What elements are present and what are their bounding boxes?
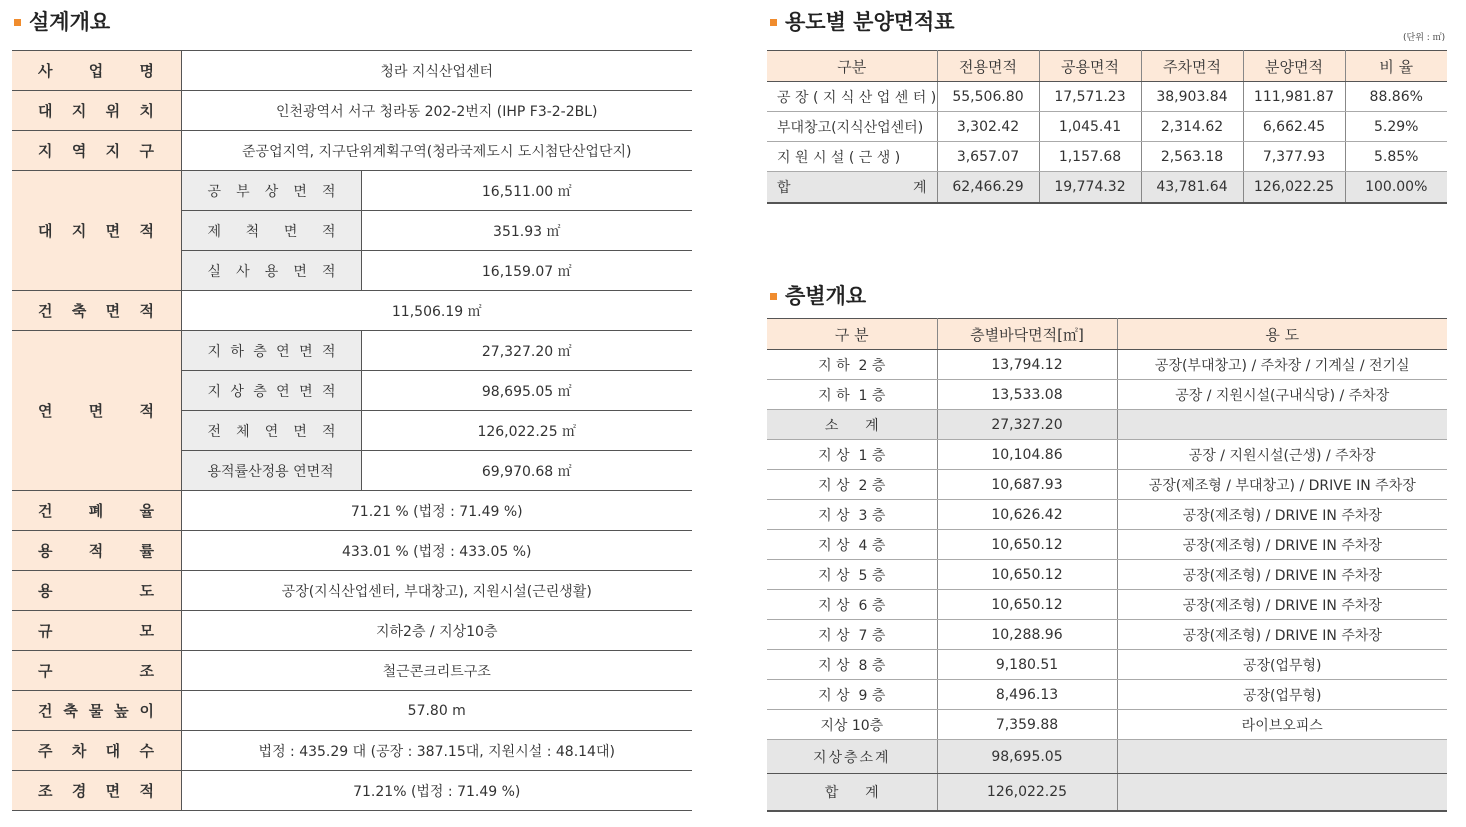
table-cell: 공장(업무형) xyxy=(1117,680,1447,710)
label-text: 대 지 면 적 xyxy=(38,222,154,240)
row-label xyxy=(12,611,181,651)
floor-table xyxy=(767,318,1447,812)
row-label xyxy=(12,571,181,611)
table-header-row xyxy=(767,51,1447,82)
table-cell: 합 계 xyxy=(767,774,937,812)
table-cell: 111,981.87 xyxy=(1243,82,1345,112)
table-row xyxy=(12,651,692,691)
column-header: 전용면적 xyxy=(937,51,1039,82)
sub-label-text: 지 하 층 연 면 적 xyxy=(207,343,336,360)
table-cell: 공장(부대창고) / 주차장 / 기계실 / 전기실 xyxy=(1117,350,1447,380)
table-cell: 공 장 ( 지 식 산 업 센 터 ) xyxy=(767,82,937,112)
row-value: 16,511.00 ㎡ xyxy=(361,171,692,211)
sub-label-text: 제 척 면 적 xyxy=(207,223,336,240)
table-cell: 100.00% xyxy=(1345,172,1447,204)
table-cell: 지 하 2 층 xyxy=(767,350,937,380)
table-row xyxy=(12,91,692,131)
table-row xyxy=(12,131,692,171)
table-row xyxy=(767,650,1447,680)
table-row xyxy=(12,571,692,611)
table-subtotal-row xyxy=(767,740,1447,774)
table-cell: 3,302.42 xyxy=(937,112,1039,142)
table-cell: 5.29% xyxy=(1345,112,1447,142)
row-value: 철근콘크리트구조 xyxy=(181,651,692,691)
label-text: 건 축 면 적 xyxy=(38,302,154,320)
table-row xyxy=(767,142,1447,172)
table-cell: 지 원 시 설 ( 근 생 ) xyxy=(767,142,937,172)
table-row xyxy=(12,611,692,651)
table-cell: 6,662.45 xyxy=(1243,112,1345,142)
design-overview-title-text: 설계개요 xyxy=(29,10,111,34)
area-table-title xyxy=(770,6,955,36)
table-total-row xyxy=(767,172,1447,204)
row-value: 27,327.20 ㎡ xyxy=(361,331,692,371)
table-cell: 지 상 5 층 xyxy=(767,560,937,590)
table-cell: 62,466.29 xyxy=(937,172,1039,204)
table-cell: 126,022.25 xyxy=(937,774,1117,812)
row-label xyxy=(12,171,181,291)
table-row xyxy=(12,691,692,731)
row-label xyxy=(12,131,181,171)
row-value: 351.93 ㎡ xyxy=(361,211,692,251)
table-row xyxy=(767,560,1447,590)
table-cell: 88.86% xyxy=(1345,82,1447,112)
table-cell: 27,327.20 xyxy=(937,410,1117,440)
design-overview-table xyxy=(12,50,692,811)
table-cell: 1,157.68 xyxy=(1039,142,1141,172)
table-row xyxy=(767,350,1447,380)
table-cell: 13,794.12 xyxy=(937,350,1117,380)
table-cell: 공장(업무형) xyxy=(1117,650,1447,680)
table-row xyxy=(767,112,1447,142)
column-header: 주차면적 xyxy=(1141,51,1243,82)
row-value: 인천광역서 서구 청라동 202-2번지 (IHP F3-2-2BL) xyxy=(181,91,692,131)
sub-label-text: 용적률산정용 연면적 xyxy=(207,463,334,480)
table-row xyxy=(767,470,1447,500)
table-cell: 공장 / 지원시설(근생) / 주차장 xyxy=(1117,440,1447,470)
label-text: 용 적 률 xyxy=(38,542,154,560)
sub-label xyxy=(181,411,361,451)
table-row xyxy=(12,771,692,811)
row-label xyxy=(12,91,181,131)
sub-label xyxy=(181,211,361,251)
title-bullet-icon xyxy=(14,19,21,26)
table-row xyxy=(12,531,692,571)
table-cell: 98,695.05 xyxy=(937,740,1117,774)
table-cell: 7,377.93 xyxy=(1243,142,1345,172)
row-label xyxy=(12,331,181,491)
table-row xyxy=(12,331,692,371)
table-row xyxy=(12,171,692,211)
sub-label-text: 실 사 용 면 적 xyxy=(207,263,336,280)
sub-label xyxy=(181,371,361,411)
table-cell: 10,650.12 xyxy=(937,560,1117,590)
total-label-right: 계 xyxy=(912,180,927,196)
table-row xyxy=(12,731,692,771)
column-header: 구 분 xyxy=(767,319,937,350)
table-cell xyxy=(1117,740,1447,774)
row-value: 98,695.05 ㎡ xyxy=(361,371,692,411)
table-row xyxy=(767,500,1447,530)
row-value: 준공업지역, 지구단위계획구역(청라국제도시 도시첨단산업단지) xyxy=(181,131,692,171)
table-cell: 공장(제조형) / DRIVE IN 주차장 xyxy=(1117,530,1447,560)
table-cell: 지 상 8 층 xyxy=(767,650,937,680)
table-cell: 9,180.51 xyxy=(937,650,1117,680)
label-text: 지 역 지 구 xyxy=(38,142,154,160)
table-cell: 부대창고(지식산업센터) xyxy=(767,112,937,142)
table-cell: 2,563.18 xyxy=(1141,142,1243,172)
table-cell: 126,022.25 xyxy=(1243,172,1345,204)
table-cell: 10,288.96 xyxy=(937,620,1117,650)
table-row xyxy=(767,530,1447,560)
label-text: 건 폐 율 xyxy=(38,502,154,520)
column-header: 비 율 xyxy=(1345,51,1447,82)
table-row xyxy=(767,620,1447,650)
unit-label: (단위 : ㎡) xyxy=(1403,33,1446,43)
table-cell: 공장(제조형) / DRIVE IN 주차장 xyxy=(1117,620,1447,650)
row-label xyxy=(12,291,181,331)
table-cell xyxy=(1117,774,1447,812)
row-label xyxy=(12,691,181,731)
row-label xyxy=(12,491,181,531)
table-row xyxy=(12,491,692,531)
table-row xyxy=(767,380,1447,410)
row-value: 청라 지식산업센터 xyxy=(181,51,692,91)
sub-label xyxy=(181,251,361,291)
table-row xyxy=(12,51,692,91)
table-cell: 43,781.64 xyxy=(1141,172,1243,204)
label-text: 규 모 xyxy=(38,622,154,640)
table-cell: 지상층소계 xyxy=(767,740,937,774)
table-header-row xyxy=(767,319,1447,350)
total-label-left: 합 xyxy=(777,180,791,196)
row-value: 126,022.25 ㎡ xyxy=(361,411,692,451)
row-label xyxy=(12,651,181,691)
table-cell: 55,506.80 xyxy=(937,82,1039,112)
label-text: 연 면 적 xyxy=(38,402,154,420)
design-overview-title xyxy=(14,6,110,36)
row-value: 11,506.19 ㎡ xyxy=(181,291,692,331)
table-cell: 19,774.32 xyxy=(1039,172,1141,204)
table-cell: 10,104.86 xyxy=(937,440,1117,470)
title-bullet-icon xyxy=(770,293,777,300)
table-row xyxy=(12,291,692,331)
table-row xyxy=(767,590,1447,620)
floor-table-title-text: 층별개요 xyxy=(785,284,867,308)
row-label xyxy=(12,531,181,571)
table-row xyxy=(767,440,1447,470)
column-header: 층별바닥면적[㎡] xyxy=(937,319,1117,350)
table-cell: 10,650.12 xyxy=(937,590,1117,620)
floor-table-body xyxy=(767,350,1447,740)
table-cell: 1,045.41 xyxy=(1039,112,1141,142)
table-cell: 2,314.62 xyxy=(1141,112,1243,142)
table-cell: 5.85% xyxy=(1345,142,1447,172)
sub-label xyxy=(181,171,361,211)
row-value: 433.01 % (법정 : 433.05 %) xyxy=(181,531,692,571)
table-cell: 10,650.12 xyxy=(937,530,1117,560)
table-cell: 지 하 1 층 xyxy=(767,380,937,410)
table-cell: 지상 10층 xyxy=(767,710,937,740)
row-value: 지하2층 / 지상10층 xyxy=(181,611,692,651)
table-row xyxy=(767,82,1447,112)
title-bullet-icon xyxy=(770,19,777,26)
row-value: 69,970.68 ㎡ xyxy=(361,451,692,491)
table-cell: 13,533.08 xyxy=(937,380,1117,410)
table-cell: 소 계 xyxy=(767,410,937,440)
table-cell: 지 상 9 층 xyxy=(767,680,937,710)
label-text: 조 경 면 적 xyxy=(38,782,154,800)
table-cell: 10,626.42 xyxy=(937,500,1117,530)
table-row xyxy=(767,710,1447,740)
row-value: 16,159.07 ㎡ xyxy=(361,251,692,291)
table-cell: 지 상 7 층 xyxy=(767,620,937,650)
column-header: 구분 xyxy=(767,51,937,82)
table-cell xyxy=(1117,410,1447,440)
column-header: 분양면적 xyxy=(1243,51,1345,82)
table-total-row xyxy=(767,774,1447,812)
table-cell: 지 상 1 층 xyxy=(767,440,937,470)
sub-label xyxy=(181,331,361,371)
table-cell: 10,687.93 xyxy=(937,470,1117,500)
table-cell: 3,657.07 xyxy=(937,142,1039,172)
table-cell: 공장 / 지원시설(구내식당) / 주차장 xyxy=(1117,380,1447,410)
row-value: 법정 : 435.29 대 (공장 : 387.15대, 지원시설 : 48.14대) xyxy=(181,731,692,771)
label-text: 용 도 xyxy=(38,582,154,600)
label-text: 주 차 대 수 xyxy=(38,742,154,760)
table-cell: 공장(제조형 / 부대창고) / DRIVE IN 주차장 xyxy=(1117,470,1447,500)
row-value: 71.21 % (법정 : 71.49 %) xyxy=(181,491,692,531)
area-table xyxy=(767,50,1447,204)
table-cell: 7,359.88 xyxy=(937,710,1117,740)
table-cell: 38,903.84 xyxy=(1141,82,1243,112)
table-row xyxy=(767,680,1447,710)
row-value: 71.21% (법정 : 71.49 %) xyxy=(181,771,692,811)
column-header: 공용면적 xyxy=(1039,51,1141,82)
label-text: 구 조 xyxy=(38,662,154,680)
label-text: 대 지 위 치 xyxy=(38,102,154,120)
sub-label-text: 공 부 상 면 적 xyxy=(207,183,336,200)
table-cell: 지 상 4 층 xyxy=(767,530,937,560)
table-cell: 8,496.13 xyxy=(937,680,1117,710)
row-value: 57.80 m xyxy=(181,691,692,731)
sub-label-text: 전 체 연 면 적 xyxy=(207,423,336,440)
column-header: 용 도 xyxy=(1117,319,1447,350)
row-value: 공장(지식산업센터, 부대창고), 지원시설(근린생활) xyxy=(181,571,692,611)
table-row xyxy=(767,410,1447,440)
table-cell: 지 상 6 층 xyxy=(767,590,937,620)
row-label xyxy=(12,51,181,91)
sub-label xyxy=(181,451,361,491)
table-cell: 17,571.23 xyxy=(1039,82,1141,112)
table-cell: 지 상 2 층 xyxy=(767,470,937,500)
sub-label-text: 지 상 층 연 면 적 xyxy=(207,383,336,400)
label-text: 사 업 명 xyxy=(38,62,154,80)
label-text: 건 축 물 높 이 xyxy=(38,702,154,720)
area-table-title-text: 용도별 분양면적표 xyxy=(785,10,955,34)
table-cell: 지 상 3 층 xyxy=(767,500,937,530)
table-cell: 공장(제조형) / DRIVE IN 주차장 xyxy=(1117,590,1447,620)
floor-table-title xyxy=(770,280,866,310)
table-cell: 공장(제조형) / DRIVE IN 주차장 xyxy=(1117,560,1447,590)
total-label xyxy=(767,172,937,204)
row-label xyxy=(12,731,181,771)
table-cell: 라이브오피스 xyxy=(1117,710,1447,740)
row-label xyxy=(12,771,181,811)
table-cell: 공장(제조형) / DRIVE IN 주차장 xyxy=(1117,500,1447,530)
